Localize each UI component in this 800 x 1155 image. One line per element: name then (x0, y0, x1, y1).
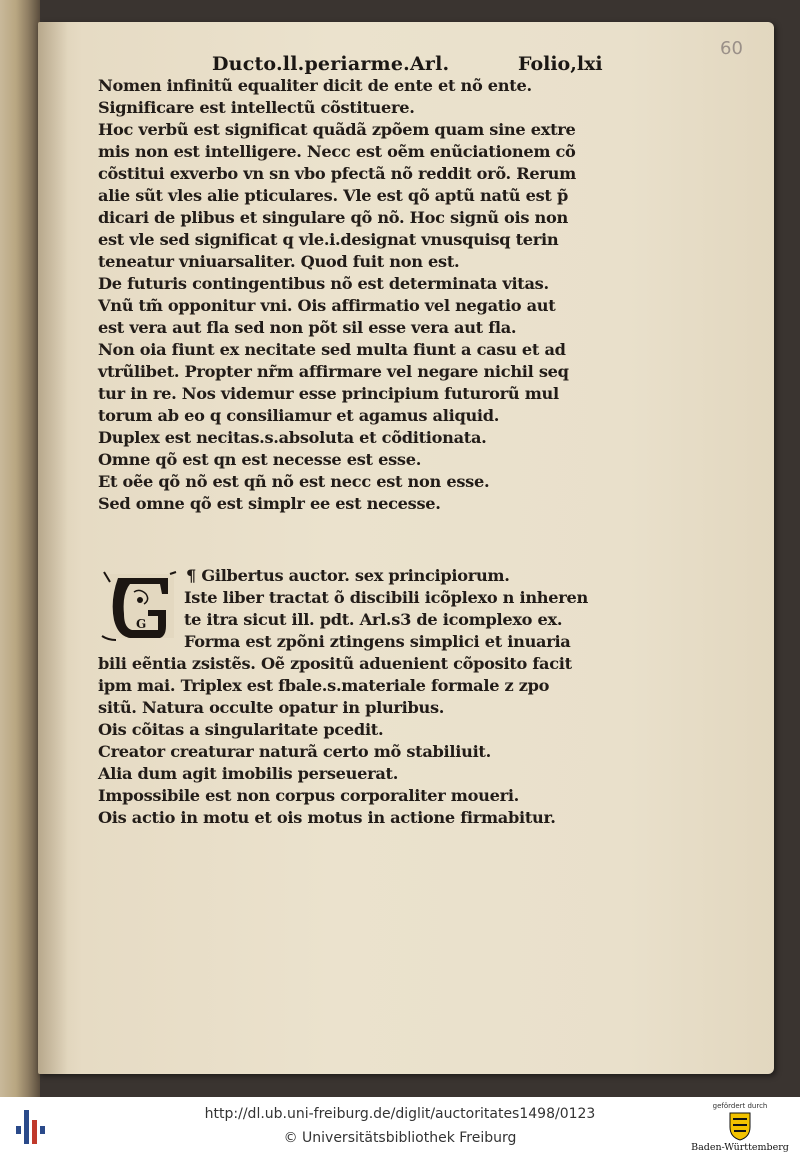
text-line: Iste liber tractat õ discibili icõplexo n inheren (184, 588, 588, 607)
coat-of-arms-icon (728, 1111, 752, 1141)
running-head: Ducto.ll.periarme.Arl. (212, 53, 450, 75)
text-line: vtrũlibet. Propter nr̃m affirmare vel negare nichil seq (98, 362, 569, 381)
text-line: Significare est intellectũ cõstituere. (98, 98, 415, 117)
text-line: Sed omne qõ est simplr ee est necesse. (98, 494, 441, 513)
text-line: Omne qõ est qn est necesse est esse. (98, 450, 422, 469)
text-line: tur in re. Nos videmur esse principium futurorũ mul (98, 384, 559, 403)
text-line: mis non est intelligere. Necc est oẽm enũciationem cõ (98, 142, 576, 161)
text-line: Forma est zpõni ztingens simplici et inuaria (184, 632, 571, 651)
text-line: Non oia fiunt ex necitate sed multa fiunt a casu et ad (98, 340, 566, 359)
text-line: Et oẽe qõ nõ est qñ nõ est necc est non esse. (98, 472, 490, 491)
text-line: bili eẽntia zsistẽs. Oẽ zpositũ aduenient cõposito facit (98, 654, 572, 673)
text-line: Nomen infinitũ equaliter dicit de ente et nõ ente. (98, 76, 532, 95)
baden-wuerttemberg-sponsor-logo (690, 1102, 790, 1152)
text-line: sitũ. Natura occulte opatur in pluribus. (98, 698, 445, 717)
text-line: te itra sicut ill. pdt. Arl.s3 de icomplexo ex. (184, 610, 563, 629)
pencil-folio-number: 60 (720, 38, 743, 59)
text-line: Impossibile est non corpus corporaliter moueri. (98, 786, 520, 805)
text-line: Creator creaturar naturã certo mõ stabiliuit. (98, 742, 491, 761)
sponsor-caption: gefördert durch (712, 1102, 768, 1110)
page-gutter-shadow (38, 22, 68, 1074)
footer-url-link[interactable]: http://dl.ub.uni-freiburg.de/diglit/auctoritates1498/0123 (204, 1106, 596, 1122)
footer-copyright: © Universitätsbibliothek Freiburg (283, 1130, 517, 1146)
text-line: Vnũ tm̃ opponitur vni. Ois affirmatio vel negatio aut (98, 296, 556, 315)
text-line: Ois actio in motu et ois motus in actione firmabitur. (98, 808, 556, 827)
text-line: Ois cõitas a singularitate pcedit. (98, 720, 384, 739)
decorated-initial-letter (100, 570, 180, 644)
sponsor-name: Baden-Württemberg (691, 1142, 789, 1153)
book-spine-edge (0, 0, 40, 1097)
text-line: teneatur vniuarsaliter. Quod fuit non est. (98, 252, 460, 271)
text-line: Alia dum agit imobilis perseuerat. (98, 764, 399, 783)
text-line: alie sũt vles alie pticulares. Vle est qõ aptũ natũ est p̃ (98, 186, 568, 205)
text-line: ipm mai. Triplex est fbale.s.materiale formale z zpo (98, 676, 550, 695)
text-line: est vle sed significat q vle.i.designat vnusquisq terin (98, 230, 559, 249)
text-line: Hoc verbũ est significat quãdã zpõem quam sine extre (98, 120, 576, 139)
text-line: cõstitui exverbo vn sn vbo pfectã nõ reddit orõ. Rerum (98, 164, 576, 183)
text-line: torum ab eo q consiliamur et agamus aliquid. (98, 406, 500, 425)
text-line: est vera aut fla sed non põt sil esse vera aut fla. (98, 318, 517, 337)
text-line: ¶ Gilbertus auctor. sex principiorum. (186, 566, 510, 585)
text-line: dicari de plibus et singulare qõ nõ. Hoc signũ ois non (98, 208, 568, 227)
running-folio: Folio,lxi (518, 53, 603, 75)
text-line: Duplex est necitas.s.absoluta et cõditionata. (98, 428, 487, 447)
initial-letter-glyph: G (136, 617, 147, 631)
text-line: De futuris contingentibus nõ est determinata vitas. (98, 274, 549, 293)
